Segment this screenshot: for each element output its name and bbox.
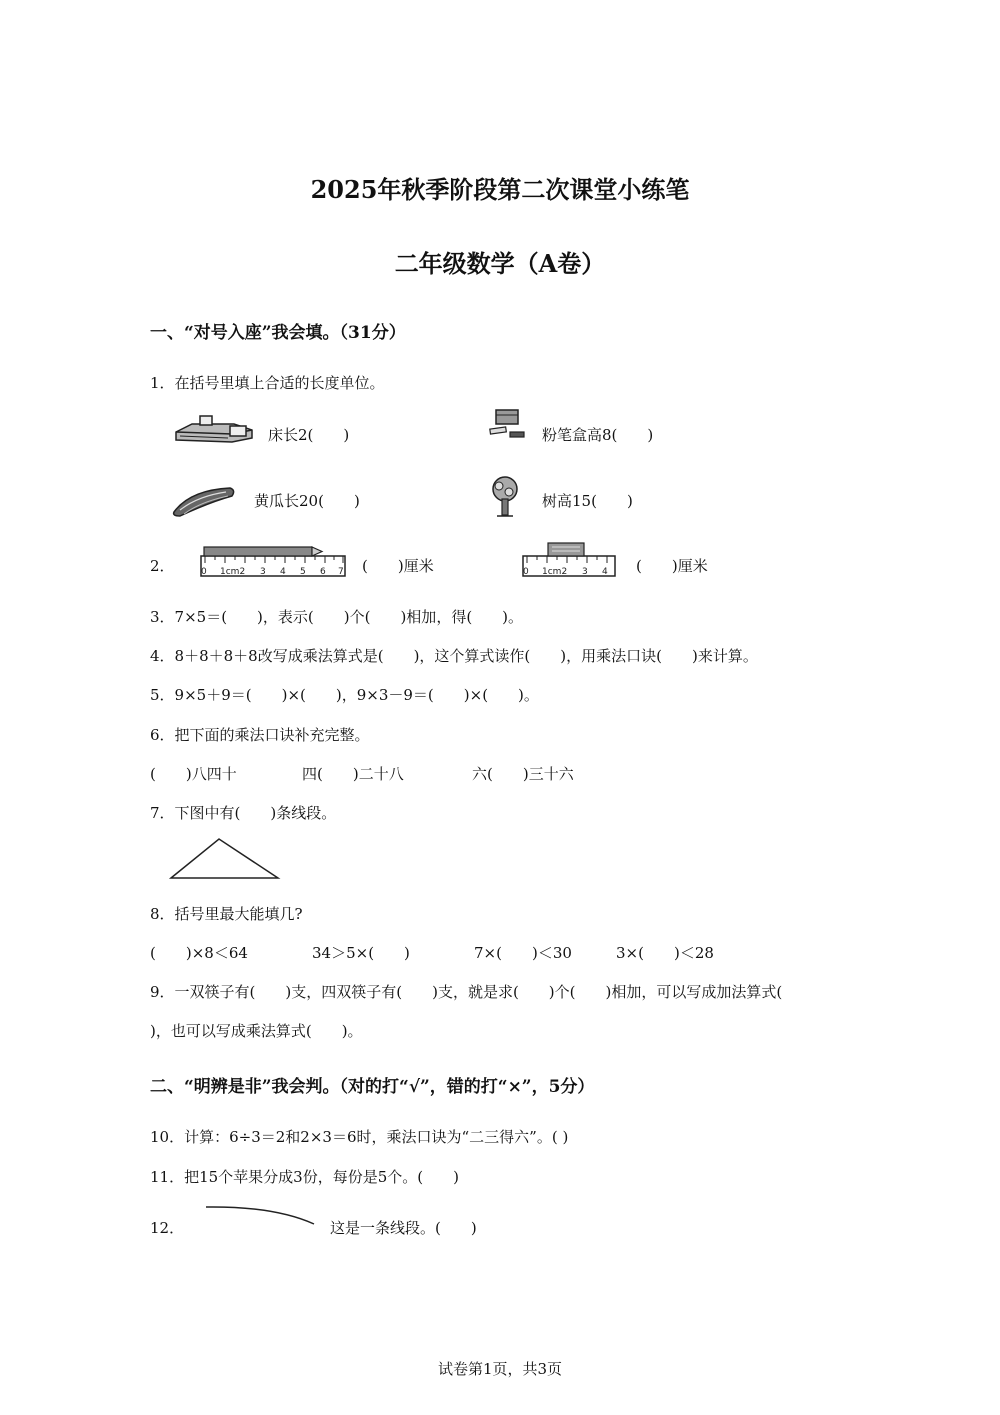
ruler1-tick-5: 6 [320, 567, 326, 577]
ruler1-tick-0: 0 [201, 567, 207, 577]
question-12-text: 这是一条线段。( ) [330, 1219, 477, 1237]
ruler2-tick-0: 0 [523, 567, 529, 577]
section1-heading: 一、“对号入座”我会填。（31分） [150, 323, 406, 343]
cucumber-length-label: 黄瓜长20( ) [254, 492, 360, 510]
ruler2-tick-1: 1cm2 [542, 567, 568, 577]
question-10: 10．计算：6÷3＝2和2×3＝6时，乘法口诀为“二三得六”。( ) [150, 1128, 569, 1146]
ruler1-tick-3: 4 [280, 567, 286, 577]
question-8-item-3: 7×( )＜30 [474, 944, 572, 962]
cucumber-icon [170, 484, 238, 518]
question-2-answer-2: ( )厘米 [636, 557, 708, 575]
question-8-prompt: 8．括号里最大能填几? [150, 905, 303, 923]
curved-line-figure [204, 1204, 316, 1228]
question-2-answer-1: ( )厘米 [362, 557, 434, 575]
question-6-item-2: 四( )二十八 [302, 765, 404, 783]
question-2-number: 2． [150, 557, 175, 575]
question-8-item-2: 34＞5×( ) [312, 944, 410, 962]
triangle-figure [168, 836, 282, 882]
question-3: 3．7×5＝( )，表示( )个( )相加，得( )。 [150, 608, 524, 626]
question-4: 4．8＋8＋8＋8改写成乘法算式是( )，这个算式读作( )，用乘法口诀( )来计算。 [150, 647, 758, 665]
chalk-box-height-label: 粉笔盒高8( ) [542, 426, 654, 444]
bed-length-label: 床长2( ) [268, 426, 350, 444]
question-6-item-3: 六( )三十六 [472, 765, 574, 783]
question-8-item-4: 3×( )＜28 [616, 944, 714, 962]
ruler1-tick-1: 1cm2 [220, 567, 246, 577]
chalk-box-icon [488, 408, 528, 442]
ruler2-tick-3: 4 [602, 567, 608, 577]
tree-height-label: 树高15( ) [542, 492, 633, 510]
ruler-pencil-icon [200, 544, 348, 578]
page-subtitle: 二年级数学（A卷） [394, 249, 606, 278]
tree-icon [489, 475, 521, 519]
page-footer: 试卷第1页，共3页 [437, 1360, 563, 1378]
question-6-item-1: ( )八四十 [150, 765, 237, 783]
ruler1-tick-6: 7 [338, 567, 344, 577]
question-9-line-2: )，也可以写成乘法算式( )。 [150, 1022, 363, 1040]
section2-heading: 二、“明辨是非”我会判。（对的打“√”，错的打“×”，5分） [150, 1077, 595, 1097]
question-7: 7．下图中有( )条线段。 [150, 804, 337, 822]
ruler-eraser-icon [522, 542, 618, 578]
question-8-item-1: ( )×8＜64 [150, 944, 248, 962]
page-title: 2025年秋季阶段第二次课堂小练笔 [310, 175, 690, 204]
ruler2-tick-2: 3 [582, 567, 588, 577]
bed-icon [172, 414, 256, 444]
question-12-number: 12． [150, 1219, 185, 1237]
ruler1-tick-4: 5 [300, 567, 306, 577]
question-9-line-1: 9．一双筷子有( )支，四双筷子有( )支，就是求( )个( )相加，可以写成加法算式( [150, 983, 783, 1001]
ruler1-tick-2: 3 [260, 567, 266, 577]
question-5: 5．9×5＋9＝( )×( )，9×3－9＝( )×( )。 [150, 686, 539, 704]
question-6-prompt: 6．把下面的乘法口诀补充完整。 [150, 726, 370, 744]
question-1-prompt: 1．在括号里填上合适的长度单位。 [150, 374, 385, 392]
question-11: 11．把15个苹果分成3份，每份是5个。( ) [150, 1168, 459, 1186]
